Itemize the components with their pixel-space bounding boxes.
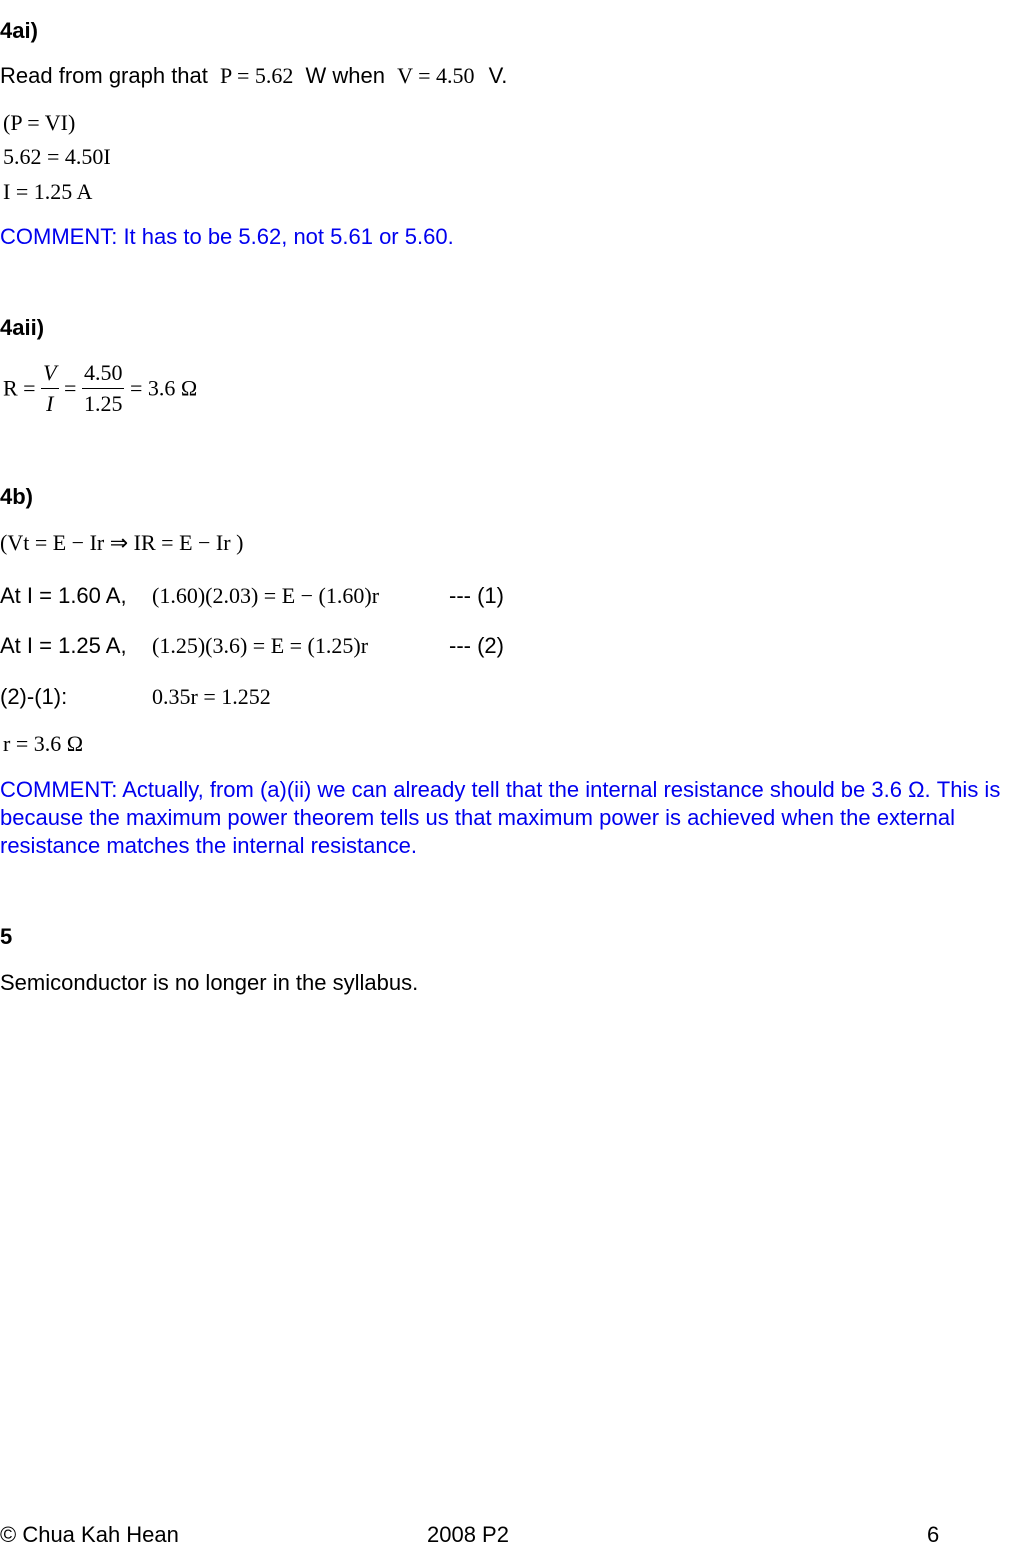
resistance-equation (3, 358, 197, 419)
comment-4ai: COMMENT: It has to be 5.62, not 5.61 or 5.60. (0, 224, 454, 249)
heading-4aii: 4aii) (0, 315, 45, 340)
section5-text: Semiconductor is no longer in the syllabus. (0, 970, 419, 995)
fraction-v-over-i (41, 358, 58, 419)
resistance-result: = 3.6 Ω (129, 375, 198, 401)
read-prefix: Read from graph that (0, 63, 208, 88)
row3-label: (2)-(1): (0, 684, 68, 709)
power-value: P = 5.62 (220, 63, 294, 88)
read-from-graph-line (0, 63, 507, 89)
footer-paper: 2008 P2 (427, 1522, 509, 1547)
equation-p-vi: (P = VI) (3, 110, 76, 135)
footer-author: © Chua Kah Hean (0, 1522, 179, 1547)
row3-equation: 0.35r = 1.252 (152, 684, 271, 709)
voltage-value: V = 4.50 (397, 63, 475, 88)
heading-4b: 4b) (0, 484, 33, 509)
internal-resistance-result: r = 3.6 Ω (3, 731, 84, 756)
read-mid: W when (305, 63, 385, 88)
row2-tag: --- (2) (449, 633, 504, 658)
row2-label: At I = 1.25 A, (0, 633, 127, 658)
row2-equation: (1.25)(3.6) = E = (1.25)r (152, 633, 369, 658)
comment-4b: COMMENT: Actually, from (a)(ii) we can already tell that the internal resistance should be 3.6 Ω. This is because the maximum power theorem tells us that maximum power is achieved when the external resistance matches the internal resistance. (0, 777, 1001, 858)
footer-page-number: 6 (927, 1522, 940, 1547)
terminal-voltage-relation: (Vt = E − Ir ⇒ IR = E − Ir ) (0, 530, 244, 555)
read-suffix: V. (488, 63, 508, 88)
fraction-value-denominator: 1.25 (83, 391, 123, 416)
equation-substitution: 5.62 = 4.50I (3, 144, 111, 169)
heading-4ai: 4ai) (0, 18, 38, 43)
fraction-values (82, 358, 125, 419)
row1-tag: --- (1) (449, 583, 504, 608)
equals-sign: = (64, 375, 77, 401)
row1-equation: (1.60)(2.03) = E − (1.60)r (152, 583, 380, 608)
heading-5: 5 (0, 924, 13, 949)
row1-label: At I = 1.60 A, (0, 583, 127, 608)
fraction-v-numerator: V (41, 358, 58, 389)
fraction-i-denominator: I (46, 391, 54, 416)
equation-current-result: I = 1.25 A (3, 179, 93, 204)
fraction-value-numerator: 4.50 (82, 358, 125, 389)
resistance-lhs: R = (3, 375, 36, 401)
